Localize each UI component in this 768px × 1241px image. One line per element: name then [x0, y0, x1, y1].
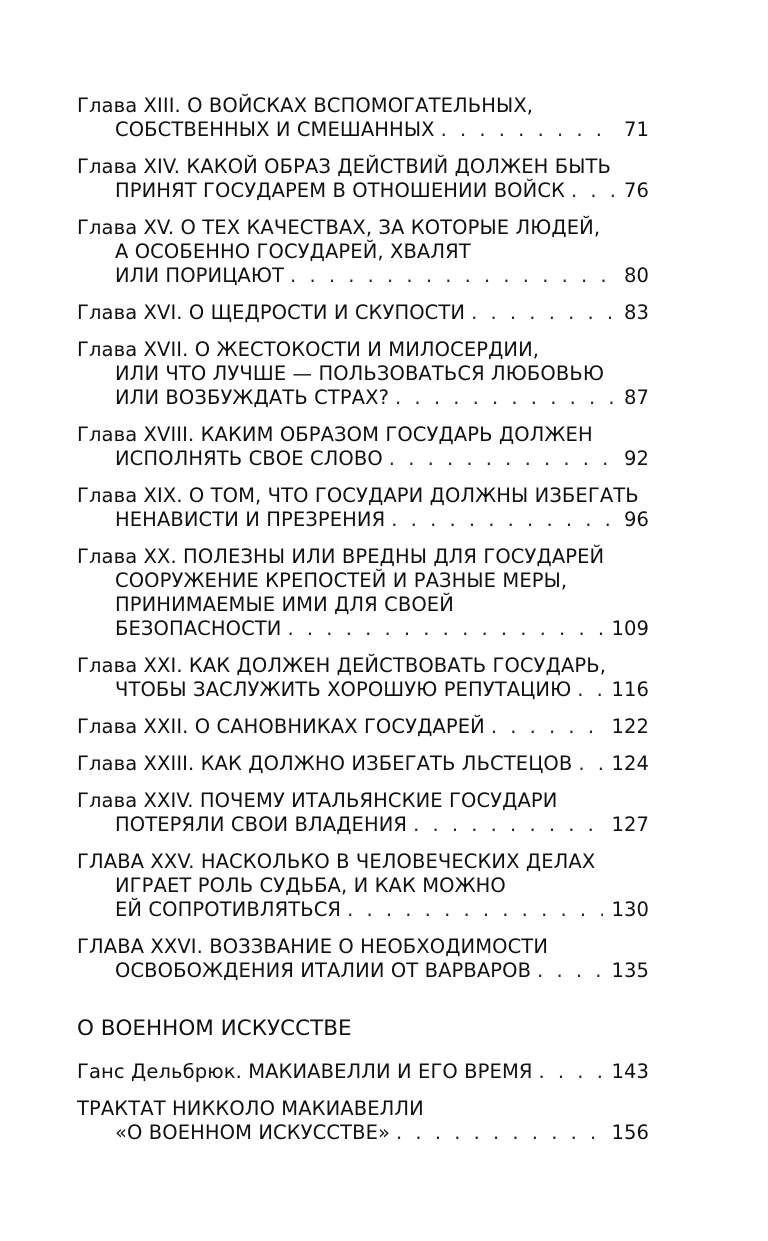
toc-entry-line — [77, 338, 649, 362]
toc-entry-line — [77, 118, 649, 142]
toc-entry-line — [77, 301, 649, 325]
section-heading: О ВОЕННОМ ИСКУССТВЕ — [77, 1016, 352, 1041]
toc-entry-line — [77, 362, 649, 386]
toc-entry-text: ИЛИ ПОРИЦАЮТ — [115, 264, 285, 287]
dot-leader — [491, 715, 604, 739]
page-number: 92 — [623, 447, 649, 470]
toc-entry[interactable] — [77, 1097, 649, 1145]
page-number: 124 — [611, 752, 649, 775]
toc-entry-text: СООРУЖЕНИЕ КРЕПОСТЕЙ И РАЗНЫЕ МЕРЫ, — [115, 569, 568, 592]
page-number: 156 — [611, 1121, 649, 1144]
page-number: 122 — [611, 715, 649, 738]
toc-entry-line — [77, 240, 649, 264]
toc-entry[interactable] — [77, 94, 649, 142]
toc-entry-text: НЕНАВИСТИ И ПРЕЗРЕНИЯ — [115, 508, 386, 531]
toc-entry-line — [77, 678, 649, 702]
toc-entry-line — [77, 959, 649, 983]
toc-entry-text: ИЛИ ВОЗБУЖДАТЬ СТРАХ? — [115, 386, 390, 409]
toc-entry-line — [77, 789, 649, 813]
toc-entry[interactable] — [77, 935, 649, 983]
toc-entry-line — [77, 752, 649, 776]
toc-entry-line — [77, 569, 649, 593]
toc-entry-text: ПОТЕРЯЛИ СВОИ ВЛАДЕНИЯ — [115, 813, 408, 836]
page-number: 143 — [611, 1060, 649, 1083]
dot-leader — [578, 752, 603, 776]
toc-entry-line — [77, 447, 649, 471]
toc-entry-line — [77, 545, 649, 569]
dot-leader — [537, 959, 603, 983]
page-number: 135 — [611, 959, 649, 982]
toc-entry-text: ТРАКТАТ НИККОЛО МАКИАВЕЛЛИ — [77, 1097, 424, 1120]
toc-entry-text: А ОСОБЕННО ГОСУДАРЕЙ, ХВАЛЯТ — [115, 240, 471, 263]
toc-entry-text: ЧТОБЫ ЗАСЛУЖИТЬ ХОРОШУЮ РЕПУТАЦИЮ — [115, 678, 572, 701]
page-number: 130 — [611, 898, 649, 921]
toc-entry[interactable] — [77, 484, 649, 532]
toc-entry[interactable] — [77, 338, 649, 410]
toc-entry-line — [77, 386, 649, 410]
dot-leader — [441, 118, 616, 142]
toc-entry-text: ПРИНЯТ ГОСУДАРЕМ В ОТНОШЕНИИ ВОЙСК — [115, 179, 565, 202]
toc-entry-text: Глава XXII. О САНОВНИКАХ ГОСУДАРЕЙ — [77, 715, 485, 738]
toc-entry-text: ИСПОЛНЯТЬ СВОЕ СЛОВО — [115, 447, 383, 470]
page-number: 109 — [611, 617, 649, 640]
dot-leader — [413, 813, 603, 837]
toc-entry-text: СОБСТВЕННЫХ И СМЕШАННЫХ — [115, 118, 435, 141]
toc-entry-line — [77, 94, 649, 118]
dot-leader — [539, 1060, 604, 1084]
page-number: 83 — [623, 301, 649, 324]
toc-entry-line — [77, 593, 649, 617]
toc-entry-text: Глава XXIV. ПОЧЕМУ ИТАЛЬЯНСКИЕ ГОСУДАРИ — [77, 789, 558, 812]
toc-entry-line — [77, 617, 649, 641]
dot-leader — [571, 179, 616, 203]
toc-entry-line — [77, 216, 649, 240]
toc-entry-text: Глава XVII. О ЖЕСТОКОСТИ И МИЛОСЕРДИИ, — [77, 338, 540, 361]
dot-leader — [395, 386, 616, 410]
toc-entry[interactable] — [77, 545, 649, 641]
toc-entry-text: ИГРАЕТ РОЛЬ СУДЬБА, И КАК МОЖНО — [115, 874, 506, 897]
toc-entry-text: Глава XXI. КАК ДОЛЖЕН ДЕЙСТВОВАТЬ ГОСУДАРЬ, — [77, 654, 607, 677]
toc-entry-text: Глава XVIII. КАКИМ ОБРАЗОМ ГОСУДАРЬ ДОЛЖЕН — [77, 423, 593, 446]
page-number: 76 — [623, 179, 649, 202]
toc-entry-text: «О ВОЕННОМ ИСКУССТВЕ» — [115, 1121, 391, 1144]
table-of-contents — [77, 94, 649, 1158]
toc-entry-line — [77, 654, 649, 678]
toc-entry-line — [77, 508, 649, 532]
toc-entry-line — [77, 1097, 649, 1121]
toc-entry[interactable] — [77, 850, 649, 922]
toc-entry-text: ИЛИ ЧТО ЛУЧШЕ — ПОЛЬЗОВАТЬСЯ ЛЮБОВЬЮ — [115, 362, 604, 385]
toc-entry[interactable] — [77, 301, 649, 325]
toc-entry-text: БЕЗОПАСНОСТИ — [115, 617, 282, 640]
page-number: 96 — [623, 508, 649, 531]
toc-entry[interactable] — [77, 216, 649, 288]
toc-entry-text: ГЛАВА XXV. НАСКОЛЬКО В ЧЕЛОВЕЧЕСКИХ ДЕЛАХ — [77, 850, 596, 873]
toc-entry-line — [77, 264, 649, 288]
page-number: 80 — [623, 264, 649, 287]
toc-entry-text: ОСВОБОЖДЕНИЯ ИТАЛИИ ОТ ВАРВАРОВ — [115, 959, 532, 982]
toc-entry[interactable] — [77, 789, 649, 837]
toc-entry-line — [77, 1121, 649, 1145]
dot-leader — [391, 508, 616, 532]
dot-leader — [389, 447, 616, 471]
toc-entry-line — [77, 715, 649, 739]
toc-entry-text: Глава XIII. О ВОЙСКАХ ВСПОМОГАТЕЛЬНЫХ, — [77, 94, 534, 117]
section-entry-list — [77, 1060, 649, 1145]
page-number: 71 — [623, 118, 649, 141]
toc-entry-line — [77, 935, 649, 959]
toc-entry[interactable] — [77, 155, 649, 203]
toc-entry[interactable] — [77, 715, 649, 739]
toc-entry-text: ЕЙ СОПРОТИВЛЯТЬСЯ — [115, 898, 342, 921]
toc-entry-line — [77, 423, 649, 447]
toc-entry-line — [77, 484, 649, 508]
dot-leader — [290, 264, 616, 288]
toc-entry-text: Глава XXIII. КАК ДОЛЖНО ИЗБЕГАТЬ ЛЬСТЕЦОВ — [77, 752, 573, 775]
dot-leader — [577, 678, 603, 702]
toc-entry-text: ПРИНИМАЕМЫЕ ИМИ ДЛЯ СВОЕЙ — [115, 593, 454, 616]
toc-entry[interactable] — [77, 752, 649, 776]
toc-entry-line — [77, 813, 649, 837]
toc-entry-text: Ганс Дельбрюк. МАКИАВЕЛЛИ И ЕГО ВРЕМЯ — [77, 1060, 533, 1083]
toc-entry-text: ГЛАВА XXVI. ВОЗЗВАНИЕ О НЕОБХОДИМОСТИ — [77, 935, 549, 958]
toc-entry-line — [77, 874, 649, 898]
page-number: 87 — [623, 386, 649, 409]
toc-entry-text: Глава XX. ПОЛЕЗНЫ ИЛИ ВРЕДНЫ ДЛЯ ГОСУДАРЕЙ — [77, 545, 605, 568]
dot-leader — [471, 301, 616, 325]
toc-entry-text: Глава XIX. О ТОМ, ЧТО ГОСУДАРИ ДОЛЖНЫ ИЗБЕГАТЬ — [77, 484, 639, 507]
toc-entry-line — [77, 850, 649, 874]
dot-leader — [347, 898, 603, 922]
toc-entry-text: Глава XV. О ТЕХ КАЧЕСТВАХ, ЗА КОТОРЫЕ ЛЮДЕЙ, — [77, 216, 601, 239]
toc-entry-line — [77, 1060, 649, 1084]
toc-entry-line — [77, 898, 649, 922]
toc-entry-line — [77, 155, 649, 179]
chapter-list — [77, 94, 649, 983]
dot-leader — [288, 617, 604, 641]
page-number: 116 — [611, 678, 649, 701]
dot-leader — [396, 1121, 603, 1145]
toc-entry[interactable] — [77, 1060, 649, 1084]
toc-entry[interactable] — [77, 423, 649, 471]
toc-entry[interactable] — [77, 654, 649, 702]
toc-entry-text: Глава XVI. О ЩЕДРОСТИ И СКУПОСТИ — [77, 301, 466, 324]
toc-entry-line — [77, 179, 649, 203]
toc-entry-text: Глава XIV. КАКОЙ ОБРАЗ ДЕЙСТВИЙ ДОЛЖЕН БЫТЬ — [77, 155, 611, 178]
page-number: 127 — [611, 813, 649, 836]
